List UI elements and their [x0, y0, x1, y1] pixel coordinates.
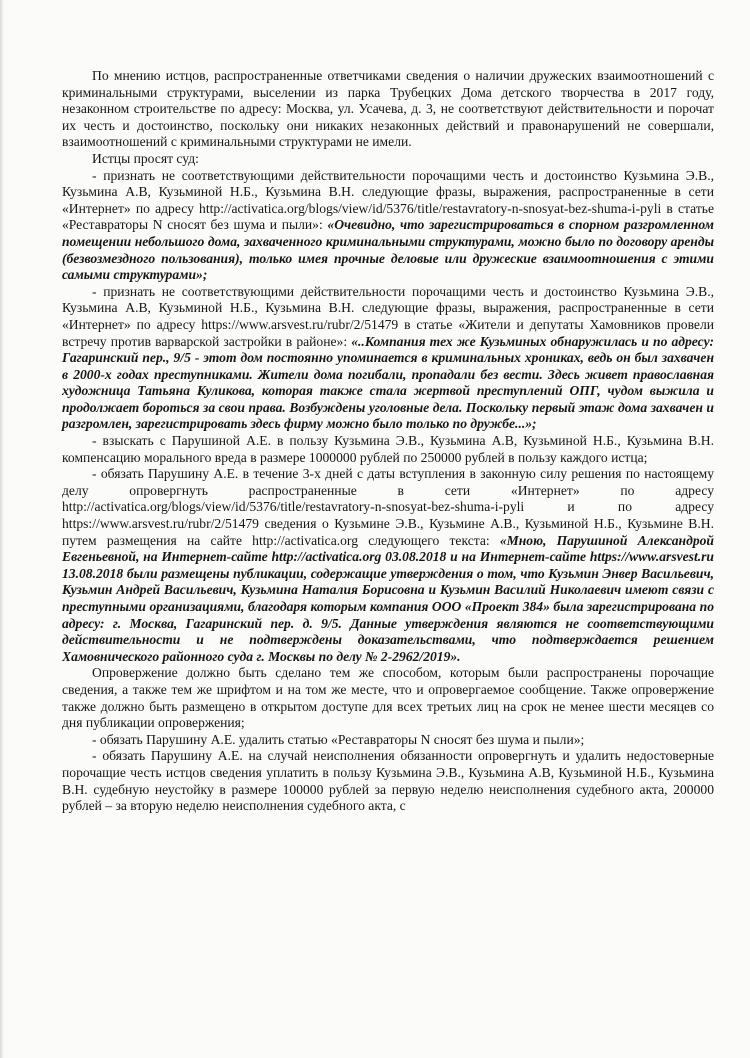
- claim-2-quote: «..Компания тех же Кузьминых обнаружилась и по адресу: Гагаринский пер., 9/5 - этот дом постоянно упоминается в криминальных хрониках, ведь он был захвачен в 2000-х годах преступниками. Жители дома погибали, пропадали без вести. Здесь живет православная художница Татьяна Куликова, которая также стала жертвой преступлений ОПГ, чудом выжила и продолжает бороться за свои права. Возбуждены уголовные дела. Поскольку первый этаж дома захвачен и разгромлен, зарегистрировать здесь фирму можно было только по дружбе...»;: [62, 333, 714, 432]
- paragraph-claim-1: [62, 168, 714, 284]
- paragraph-claim-3: - взыскать с Парушиной А.Е. в пользу Кузьмина Э.В., Кузьмина А.В, Кузьминой Н.Б., Кузьмина В.Н. компенсацию морального вреда в размере 1000000 рублей по 250000 рублей в пользу каждого истца;: [62, 433, 714, 465]
- paragraph-claim-4: [62, 466, 714, 665]
- paragraph-claim-2: [62, 284, 714, 433]
- claim-4-text: - обязать Парушину А.Е. в течение 3-х дней с даты вступления в законную силу решения по настоящему делу опровергнуть распространенные в сети «Интернет» по адресу http://activatica.org/blogs/view/id/5376/title/restavratory-n-snosyat-bez-shuma-i-pyli и по адресу https://www.arsvest.ru/rubr/2/51479 сведения о Кузьмине Э.В., Кузьмине А.В., Кузьминой Н.Б., Кузьмине В.Н. путем размещения на сайте http://activatica.org следующего текста:: [62, 466, 714, 548]
- paragraph-plaintiffs-opinion: По мнению истцов, распространенные ответчиками сведения о наличии дружеских взаимоотношений с криминальными структурами, выселении из парка Трубецких Дома детского творчества в 2017 году, незаконном строительстве по адресу: Москва, ул. Усачева, д. 3, не соответствуют действительности и порочат их честь и достоинство, поскольку они никаких незаконных действий и правонарушений не совершали, взаимоотношений с криминальными структурами не имели.: [62, 68, 714, 150]
- paragraph-claims-intro: Истцы просят суд:: [92, 150, 199, 166]
- paragraph-refutation-terms: Опровержение должно быть сделано тем же способом, которым были распространены порочащие сведения, а также тем же шрифтом и на том же месте, что и опровергаемое сообщение. Также опровержение также должно быть размещено в открытом доступе для всех третьих лиц на срок не менее шести месяцев со дня публикации опровержения;: [62, 665, 714, 731]
- claim-1-text: - признать не соответствующими действительности порочащими честь и достоинство Кузьмина Э.В., Кузьмина А.В, Кузьминой Н.Б., Кузьмина В.Н. следующие фразы, выражения, распространенные в сети «Интернет» по адресу http://activatica.org/blogs/view/id/5376/title/restavratory-n-snosyat-bez-shuma-i-pyli в статье «Реставраторы N сносят без шума и пыли»:: [62, 167, 714, 233]
- claim-4-quote: «Мною, Парушиной Александрой Евгеньевной, на Интернет-сайте http://activatica.org 03.08.2018 и на Интернет-сайте https://www.arsvest.ru 13.08.2018 были размещены публикации, содержащие утверждения о том, что Кузьмин Энвер Васильевич, Кузьмин Андрей Васильевич, Кузьмина Наталия Борисовна и Кузьмин Василий Николаевич имеют связи с преступными организациями, благодаря которым компания ООО «Проект 384» была зарегистрирована по адресу: г. Москва, Гагаринский пер. д. 9/5. Данные утверждения являются не соответствующими действительности и не подтверждены доказательствами, что подтверждается решением Хамовнического районного суда г. Москвы по делу № 2-2962/2019».: [62, 532, 714, 664]
- paragraph-claim-6: - обязать Парушину А.Е. на случай неисполнения обязанности опровергнуть и удалить недостоверные порочащие честь истцов сведения уплатить в пользу Кузьмина Э.В., Кузьмина А.В, Кузьминой Н.Б., Кузьмина В.Н. судебную неустойку в размере 100000 рублей за первую неделю неисполнения судебного акта, 200000 рублей – за вторую неделю неисполнения судебного акта, с: [62, 748, 714, 814]
- scan-shadow: [0, 0, 4, 1058]
- claim-2-text: - признать не соответствующими действительности порочащими честь и достоинство Кузьмина Э.В., Кузьмина А.В, Кузьминой Н.Б., Кузьмина В.Н. следующие фразы, выражения, распространенные в сети «Интернет» по адресу https://www.arsvest.ru/rubr/2/51479 в статье «Жители и депутаты Хамовников провели встречу против варварской застройки в районе»:: [62, 283, 714, 349]
- claim-1-quote: «Очевидно, что зарегистрироваться в спорном разгромленном помещении небольшого дома, захваченного криминальными структурами, можно было по договору аренды (безвозмездного пользования), только имея прочные деловые или дружеские взаимоотношения с этими самыми структурами»;: [62, 217, 714, 283]
- paragraph-claim-5: - обязать Парушину А.Е. удалить статью «Реставраторы N сносят без шума и пыли»;: [92, 731, 585, 747]
